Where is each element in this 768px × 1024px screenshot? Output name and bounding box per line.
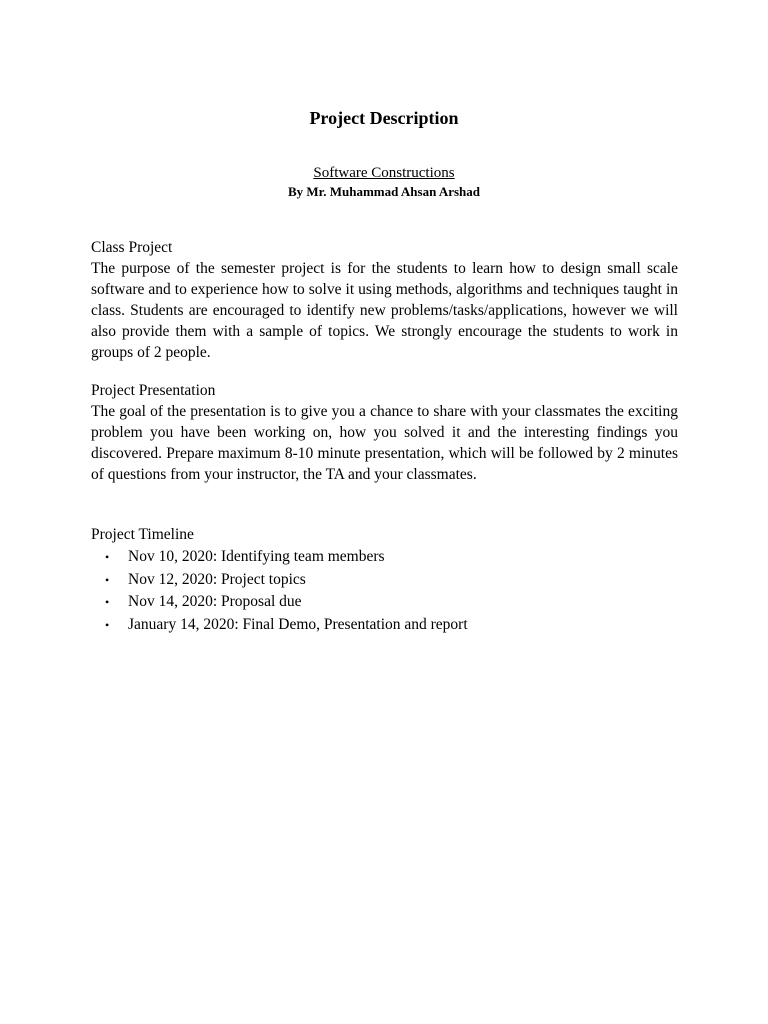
- course-name: Software Constructions: [313, 165, 455, 181]
- timeline-item-text: January 14, 2020: Final Demo, Presentation and report: [128, 615, 468, 633]
- timeline-item-text: Nov 10, 2020: Identifying team members: [128, 548, 385, 565]
- timeline-item: [91, 546, 678, 569]
- class-project-heading: Class Project: [91, 239, 173, 256]
- bullet-icon: •: [105, 572, 110, 587]
- timeline-list: [91, 546, 678, 636]
- timeline-item-text: Nov 14, 2020: Proposal due: [128, 593, 302, 610]
- project-timeline-section: [91, 524, 678, 636]
- project-presentation-heading: Project Presentation: [91, 382, 216, 399]
- project-timeline-heading: Project Timeline: [91, 526, 194, 543]
- class-project-body: The purpose of the semester project is for the students to learn how to design small scale software and to experience how to solve it using methods, algorithms and techniques taught in class. Students are encouraged to identify new problems/tasks/applications, however we will also provide them with a sample of topics. We strongly encourage the students to work in groups of 2 people.: [91, 260, 678, 361]
- document-title: Project Description: [309, 108, 459, 128]
- project-presentation-body: The goal of the presentation is to give you a chance to share with your classmates the exciting problem you have been working on, how you solved it and the interesting findings you discovered. Prepare maximum 8-10 minute presentation, which will be followed by 2 minutes of questions from your instructor, the TA and your classmates.: [91, 403, 678, 483]
- timeline-item: [91, 569, 678, 592]
- project-presentation-section: [91, 380, 678, 485]
- bullet-icon: •: [105, 595, 110, 609]
- class-project-section: [91, 237, 678, 363]
- timeline-item: [91, 614, 678, 637]
- timeline-item-text: Nov 12, 2020: Project topics: [128, 570, 306, 588]
- author-line: By Mr. Muhammad Ahsan Arshad: [287, 184, 481, 199]
- bullet-icon: •: [105, 550, 110, 564]
- bullet-icon: •: [105, 617, 110, 632]
- timeline-item: [91, 591, 678, 614]
